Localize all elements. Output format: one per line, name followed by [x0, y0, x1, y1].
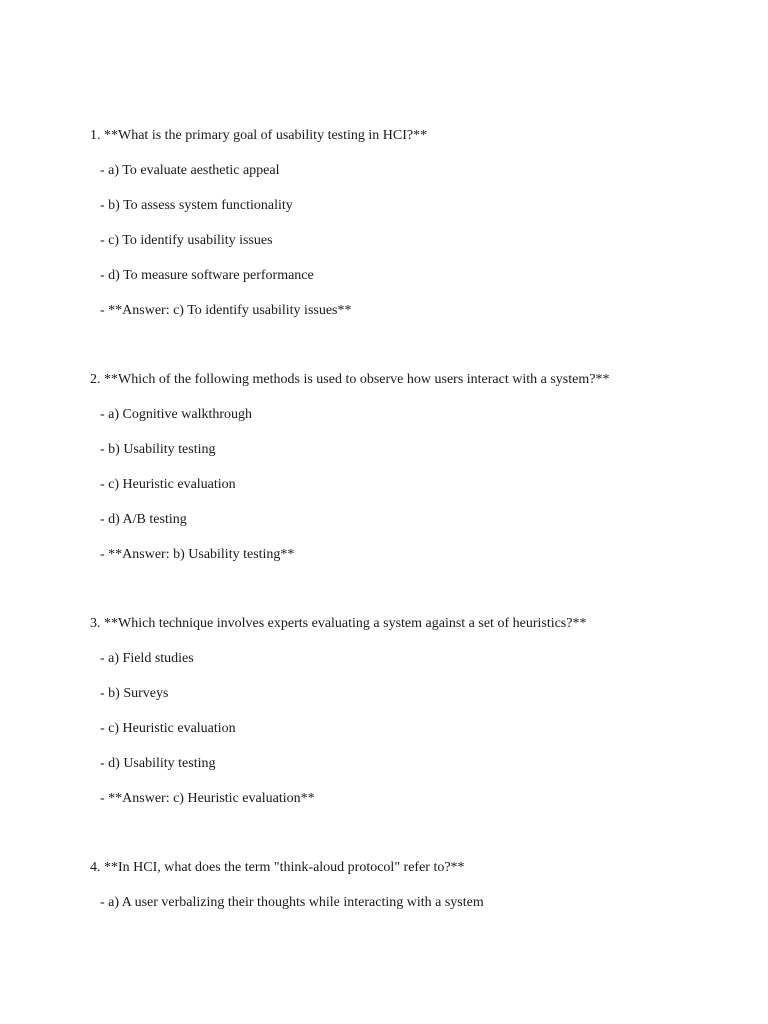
question-2 — [90, 371, 730, 581]
answer-line: - **Answer: c) To identify usability issues** — [100, 303, 352, 318]
option-d: - d) To measure software performance — [100, 268, 314, 283]
question-prompt: 3. **Which technique involves experts evaluating a system against a set of heuristics?** — [90, 616, 587, 631]
question-1 — [90, 127, 730, 337]
option-c: - c) Heuristic evaluation — [100, 477, 236, 492]
question-prompt: 4. **In HCI, what does the term "think-aloud protocol" refer to?** — [90, 860, 465, 875]
option-a: - a) A user verbalizing their thoughts while interacting with a system — [100, 895, 484, 910]
option-b: - b) Surveys — [100, 686, 169, 701]
option-b: - b) To assess system functionality — [100, 198, 293, 213]
option-a: - a) Field studies — [100, 651, 194, 666]
option-c: - c) Heuristic evaluation — [100, 721, 236, 736]
answer-line: - **Answer: c) Heuristic evaluation** — [100, 791, 315, 806]
question-prompt: 1. **What is the primary goal of usability testing in HCI?** — [90, 128, 428, 143]
option-b: - b) Usability testing — [100, 442, 216, 457]
option-d: - d) A/B testing — [100, 512, 187, 527]
option-a: - a) To evaluate aesthetic appeal — [100, 163, 280, 178]
option-c: - c) To identify usability issues — [100, 233, 273, 248]
option-d: - d) Usability testing — [100, 756, 216, 771]
question-4 — [90, 859, 730, 929]
question-3 — [90, 615, 730, 825]
question-prompt: 2. **Which of the following methods is used to observe how users interact with a system?** — [90, 372, 610, 387]
option-a: - a) Cognitive walkthrough — [100, 407, 253, 422]
answer-line: - **Answer: b) Usability testing** — [100, 547, 295, 562]
